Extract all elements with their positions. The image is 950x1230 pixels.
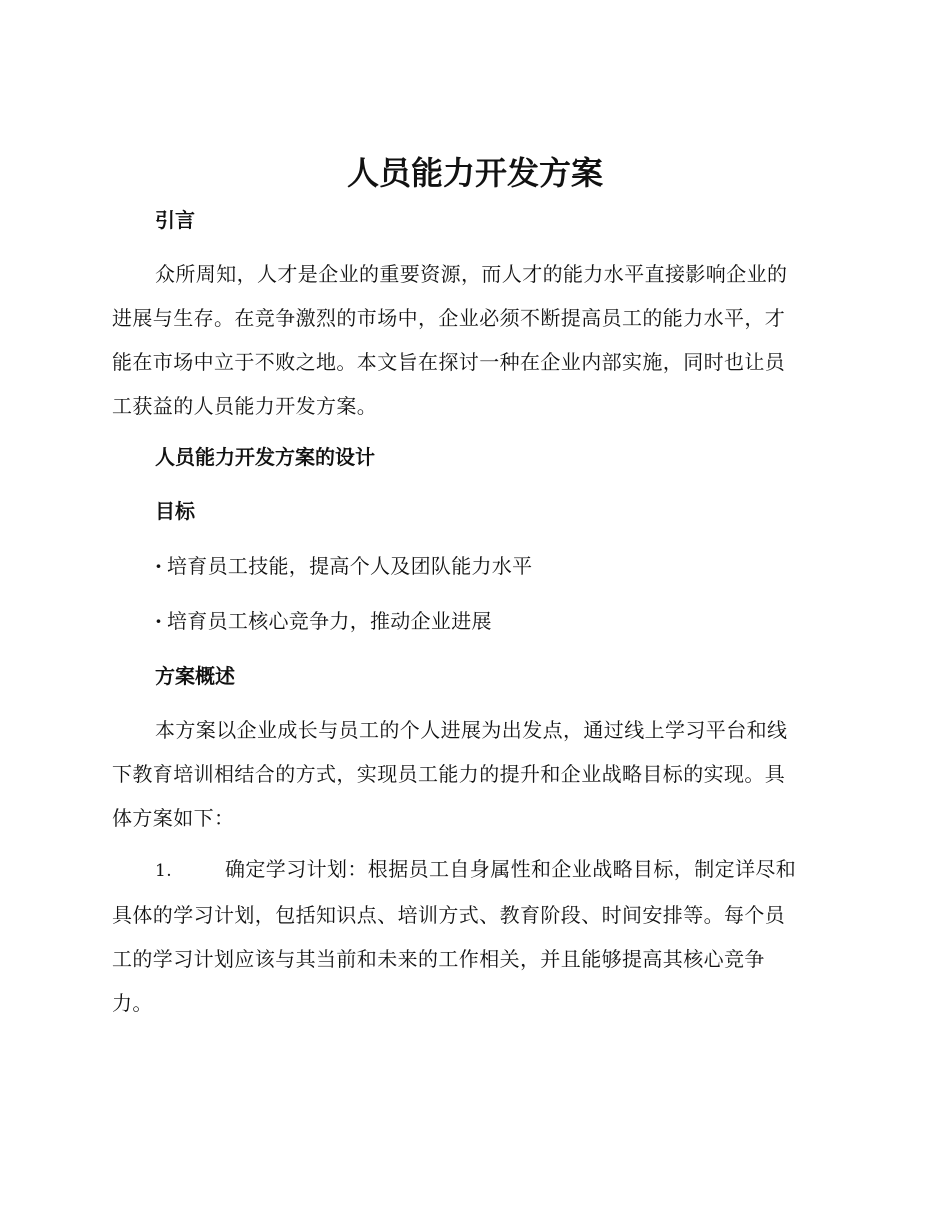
overview-line: 下教育培训相结合的方式，实现员工能力的提升和企业战略目标的实现。具: [112, 762, 786, 786]
document-title: 人员能力开发方案: [346, 154, 603, 192]
overview-heading: 方案概述: [155, 664, 235, 688]
goal-item: [155, 606, 492, 636]
bullet-mark: ·: [155, 554, 163, 578]
overview-line: 体方案如下：: [112, 806, 235, 830]
step-1-text: 确定学习计划：根据员工自身属性和企业战略目标，制定详尽和: [225, 857, 797, 881]
overview-paragraph: [112, 708, 832, 840]
step-1-paragraph: [112, 847, 832, 1025]
design-heading: 人员能力开发方案的设计: [155, 445, 375, 469]
goal-item: [155, 551, 532, 581]
goal-text: 培育员工核心竞争力，推动企业进展: [167, 609, 492, 633]
intro-paragraph: [112, 252, 832, 428]
overview-line: 本方案以企业成长与员工的个人进展为出发点，通过线上学习平台和线: [155, 718, 788, 742]
step-1-line: 具体的学习计划，包括知识点、培训方式、教育阶段、时间安排等。每个员: [112, 903, 786, 927]
goal-text: 培育员工技能，提高个人及团队能力水平: [167, 554, 533, 578]
intro-line: 工获益的人员能力开发方案。: [112, 394, 378, 418]
step-1-first-line: [112, 847, 832, 893]
step-1-line: 工的学习计划应该与其当前和未来的工作相关，并且能够提高其核心竞争: [112, 947, 765, 971]
step-1-line: 力。: [112, 991, 153, 1015]
intro-line: 能在市场中立于不败之地。本文旨在探讨一种在企业内部实施，同时也让员: [112, 350, 786, 374]
step-number: 1.: [155, 861, 173, 881]
goal-heading: 目标: [155, 499, 195, 523]
intro-line: 进展与生存。在竞争激烈的市场中，企业必须不断提高员工的能力水平，才: [112, 306, 786, 330]
bullet-mark: ·: [155, 609, 163, 633]
intro-heading: 引言: [155, 208, 195, 232]
intro-line: 众所周知，人才是企业的重要资源，而人才的能力水平直接影响企业的: [155, 262, 788, 286]
